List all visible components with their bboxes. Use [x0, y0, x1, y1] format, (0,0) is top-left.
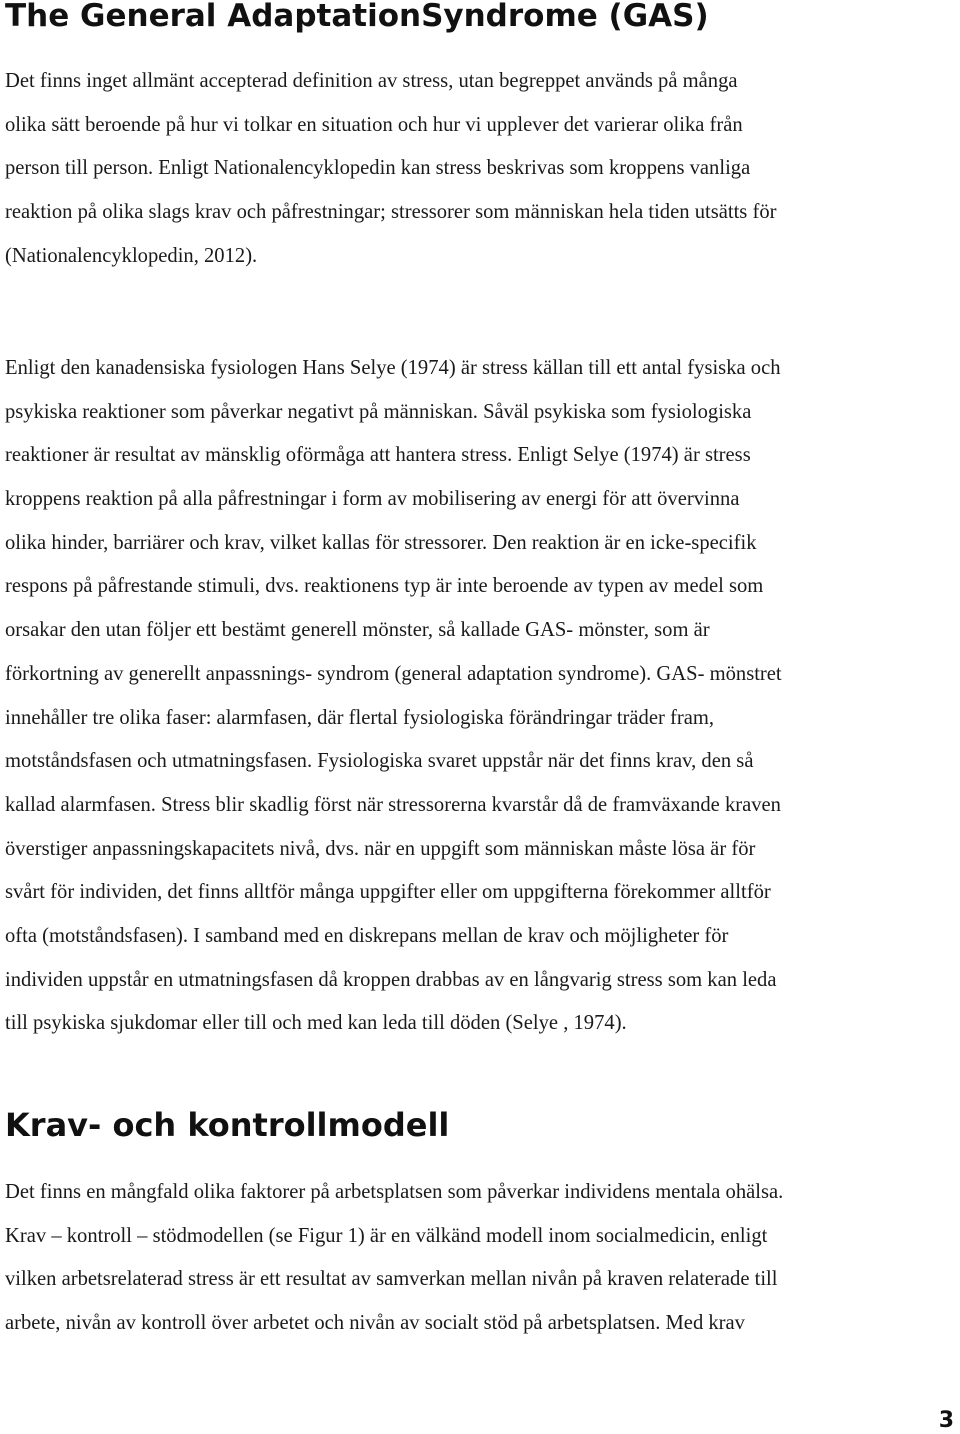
text-line: reaktion på olika slags krav och påfrestningar; stressorer som människan hela tiden utsätts för: [5, 201, 777, 224]
text-line: kallad alarmfasen. Stress blir skadlig först när stressorerna kvarstår då de framväxande kraven: [5, 793, 781, 816]
text-line: Det finns inget allmänt accepterad definition av stress, utan begreppet används på många: [5, 70, 738, 92]
text-line: olika sätt beroende på hur vi tolkar en situation och hur vi upplever det varierar olika från: [5, 113, 743, 136]
text-line: (Nationalencyklopedin, 2012).: [5, 244, 258, 267]
text-line: ofta (motståndsfasen). I samband med en diskrepans mellan de krav och möjligheter för: [5, 924, 729, 947]
page-number: 3: [938, 1408, 954, 1433]
text-line: individen uppstår en utmatningsfasen då kroppen drabbas av en långvarig stress som kan leda: [5, 968, 777, 991]
section-heading-gas: The General AdaptationSyndrome (GAS): [5, 0, 709, 34]
text-line: motståndsfasen och utmatningsfasen. Fysiologiska svaret uppstår när det finns krav, den så: [5, 750, 754, 773]
text-line: överstiger anpassningskapacitets nivå, dvs. när en uppgift som människan måste lösa är för: [5, 837, 756, 860]
text-line: Enligt den kanadensiska fysiologen Hans Selye (1974) är stress källan till ett antal fysiska och: [5, 357, 781, 379]
text-line: svårt för individen, det finns alltför många uppgifter eller om uppgifterna förekommer alltför: [5, 881, 771, 904]
text-line: Krav – kontroll – stödmodellen (se Figur 1) är en välkänd modell inom socialmedicin, enligt: [5, 1224, 768, 1247]
text-line: psykiska reaktioner som påverkar negativt på människan. Såväl psykiska som fysiologiska: [5, 400, 752, 423]
text-line: orsakar den utan följer ett bestämt generell mönster, så kallade GAS- mönster, som är: [5, 619, 710, 642]
text-line: respons på påfrestande stimuli, dvs. reaktionens typ är inte beroende av typen av medel som: [5, 575, 764, 598]
text-line: innehåller tre olika faser: alarmfasen, där flertal fysiologiska förändringar träder fram,: [5, 706, 715, 729]
text-line: person till person. Enligt Nationalencyklopedin kan stress beskrivas som kroppens vanliga: [5, 157, 751, 180]
text-line: reaktioner är resultat av mänsklig oförmåga att hantera stress. Enligt Selye (1974) är stress: [5, 444, 751, 467]
text-line: arbete, nivån av kontroll över arbetet och nivån av socialt stöd på arbetsplatsen. Med krav: [5, 1312, 745, 1335]
paragraph-stress-definition: [5, 60, 960, 278]
text-line: vilken arbetsrelaterad stress är ett resultat av samverkan mellan nivån på kraven relaterade till: [5, 1268, 778, 1291]
text-line: till psykiska sjukdomar eller till och med kan leda till döden (Selye , 1974).: [5, 1012, 627, 1035]
text-line: olika hinder, barriärer och krav, vilket kallas för stressorer. Den reaktion är en icke-specifik: [5, 531, 757, 554]
section-heading-krav-kontroll: Krav- och kontrollmodell: [5, 1106, 450, 1144]
paragraph-krav-kontroll-model: [5, 1171, 960, 1346]
text-line: förkortning av generellt anpassnings- syndrom (general adaptation syndrome). GAS- mönstret: [5, 662, 782, 685]
paragraph-selye-gas: [5, 347, 960, 1046]
text-line: kroppens reaktion på alla påfrestningar i form av mobilisering av energi för att övervinna: [5, 488, 740, 511]
text-line: Det finns en mångfald olika faktorer på arbetsplatsen som påverkar individens mentala ohälsa.: [5, 1181, 784, 1203]
